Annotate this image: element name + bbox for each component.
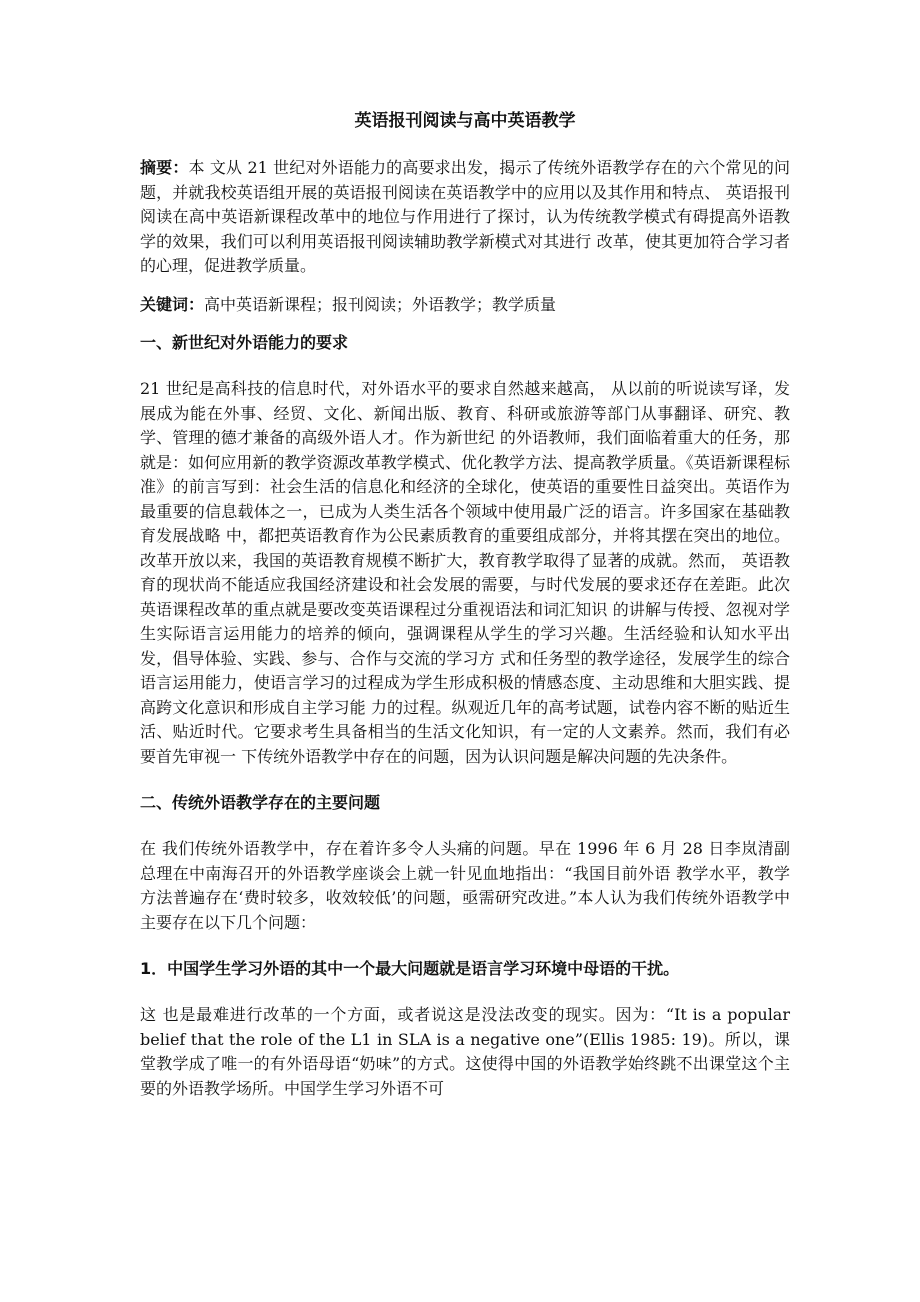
abstract-label: 摘要： — [140, 158, 189, 177]
document-page — [140, 108, 790, 1123]
keywords-label: 关键词： — [140, 294, 205, 314]
abstract-paragraph — [140, 156, 790, 279]
keywords-text: 高中英语新课程；报刊阅读；外语教学；教学质量 — [204, 294, 557, 314]
section-body-3: 这 也是最难进行改革的一个方面，或者说这是没法改变的现实。因为：“It is a popular belief that the role of the L1 in SLA is a negative one”(Ellis 1985: 19)。所以，课堂教学成了唯一的有外语母语“奶味”的方式。这使得中国的外语教学始终跳不出课堂这个主要的外语教学场所。中国学生学习外语不可 — [140, 1005, 790, 1098]
abstract-text: 本 文从 21 世纪对外语能力的高要求出发，揭示了传统外语教学存在的六个常见的问题，并就我校英语组开展的英语报刊阅读在英语教学中的应用以及其作用和特点、 英语报刊阅读在高中英语新课程改革中的地位与作用进行了探讨，认为传统教学模式有碍提高外语教学的效果，我们可以利用英语报刊阅读辅助教学新模式对其进行 改革，使其更加符合学习者的心理，促进教学质量。 — [140, 158, 790, 275]
document-title: 英语报刊阅读与高中英语教学 — [354, 111, 576, 131]
section-body-2: 在 我们传统外语教学中，存在着许多令人头痛的问题。早在 1996 年 6 月 28 日李岚清副总理在中南海召开的外语教学座谈会上就一针见血地指出：“我国目前外语 教学水平，教学方法普遍存在‘费时较多，收效较低’的问题，亟需研究改进。”本人认为我们传统外语教学中主要存在以下几个问题： — [140, 839, 790, 932]
section-heading-3: 1．中国学生学习外语的其中一个最大问题就是语言学习环境中母语的干扰。 — [140, 959, 680, 978]
section-heading-2: 二、传统外语教学存在的主要问题 — [140, 793, 381, 812]
section-body-1: 21 世纪是高科技的信息时代，对外语水平的要求自然越来越高， 从以前的听说读写译，发展成为能在外事、经贸、文化、新闻出版、教育、科研或旅游等部门从事翻译、研究、教学、管理的德才兼备的高级外语人才。作为新世纪 的外语教师，我们面临着重大的任务，那就是：如何应用新的教学资源改革教学模式、优化教学方法、提高教学质量。《英语新课程标准》的前言写到：社会生活的信息化和经济的全球化，使英语的重要性日益突出。英语作为最重要的信息载体之一，已成为人类生活各个领域中使用最广泛的语言。许多国家在基础教育发展战略 中，都把英语教育作为公民素质教育的重要组成部分，并将其摆在突出的地位。改革开放以来，我国的英语教育规模不断扩大，教育教学取得了显著的成就。然而， 英语教育的现状尚不能适应我国经济建设和社会发展的需要，与时代发展的要求还存在差距。此次英语课程改革的重点就是要改变英语课程过分重视语法和词汇知识 的讲解与传授、忽视对学生实际语言运用能力的培养的倾向，强调课程从学生的学习兴趣。生活经验和认知水平出发，倡导体验、实践、参与、合作与交流的学习方 式和任务型的教学途径，发展学生的综合语言运用能力，使语言学习的过程成为学生形成积极的情感态度、主动思维和大胆实践、提高跨文化意识和形成自主学习能 力的过程。纵观近几年的高考试题，试卷内容不断的贴近生活、贴近时代。它要求考生具备相当的生活文化知识，有一定的人文素养。然而，我们有必要首先审视一 下传统外语教学中存在的问题，因为认识问题是解决问题的先决条件。 — [140, 379, 790, 766]
section-heading-1: 一、新世纪对外语能力的要求 — [140, 333, 349, 352]
keywords-paragraph — [140, 293, 790, 318]
